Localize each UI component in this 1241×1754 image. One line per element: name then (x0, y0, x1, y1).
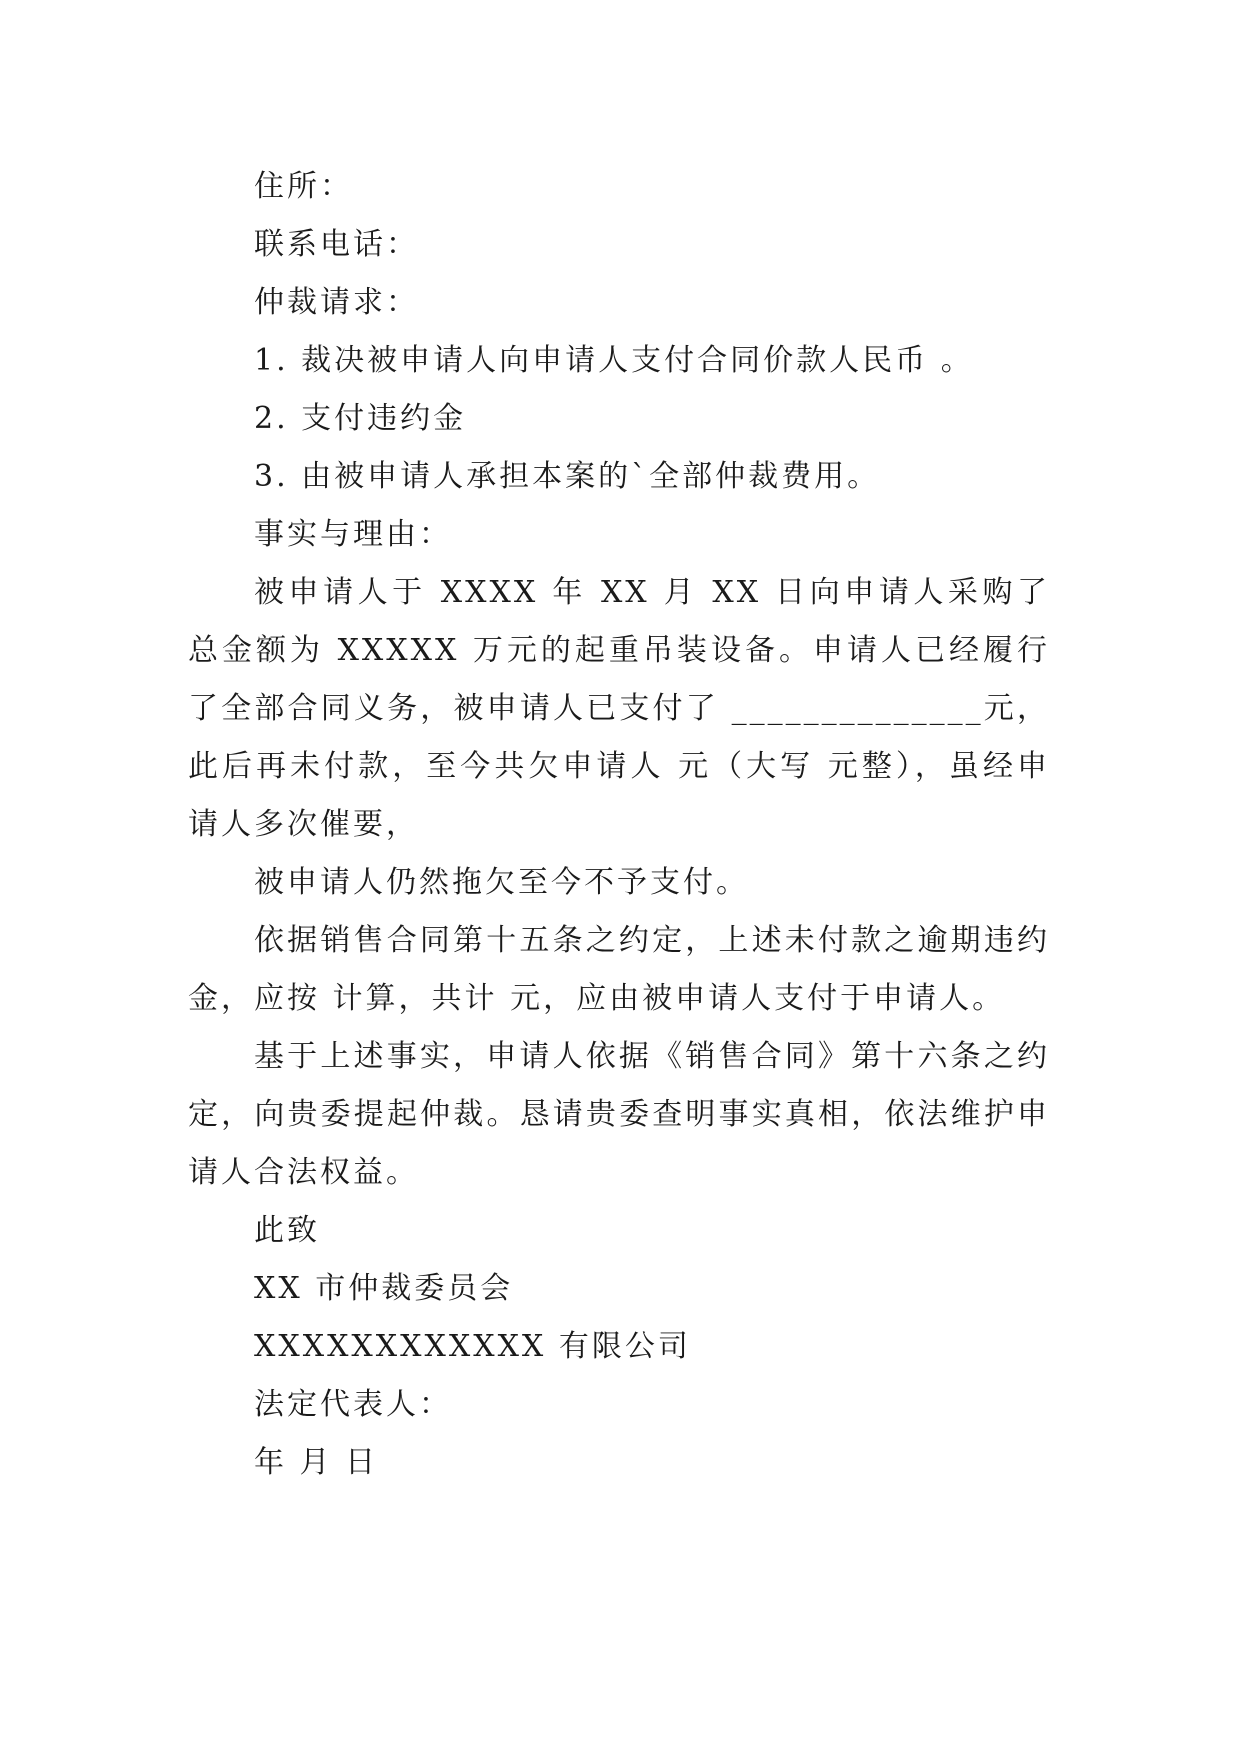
facts-paragraph-1: 被申请人于 XXXX 年 XX 月 XX 日向申请人采购了总金额为 XXXXX 万元的起重吊装设备。申请人已经履行了全部合同义务，被申请人已支付了 ______________元，此后再未付款，至今共欠申请人 元（大写 元整），虽经申请人多次催要， (188, 575, 1050, 842)
claim-item-1: 1. 裁决被申请人向申请人支付合同价款人民币 。 (254, 343, 974, 378)
phone-line: 联系电话： (254, 227, 419, 262)
arbitration-application-document (188, 158, 1050, 1492)
facts-heading: 事实与理由： (254, 517, 452, 552)
closing-company: XXXXXXXXXXXX 有限公司 (254, 1329, 691, 1364)
closing-representative: 法定代表人： (254, 1387, 452, 1422)
facts-paragraph-3: 依据销售合同第十五条之约定，上述未付款之逾期违约金，应按 计算，共计 元，应由被申请人支付于申请人。 (188, 923, 1050, 1016)
facts-paragraph-4: 基于上述事实，申请人依据《销售合同》第十六条之约定，向贵委提起仲裁。恳请贵委查明事实真相，依法维护申请人合法权益。 (188, 1039, 1050, 1190)
claim-item-2: 2. 支付违约金 (254, 401, 467, 436)
claim-item-3: 3. 由被申请人承担本案的`全部仲裁费用。 (254, 459, 881, 494)
address-line: 住所： (254, 169, 353, 204)
facts-paragraph-2: 被申请人仍然拖欠至今不予支付。 (254, 865, 749, 900)
closing-salutation: 此致 (254, 1213, 320, 1248)
claims-heading: 仲裁请求： (254, 285, 419, 320)
closing-date: 年 月 日 (254, 1445, 379, 1480)
closing-recipient: XX 市仲裁委员会 (254, 1271, 514, 1306)
